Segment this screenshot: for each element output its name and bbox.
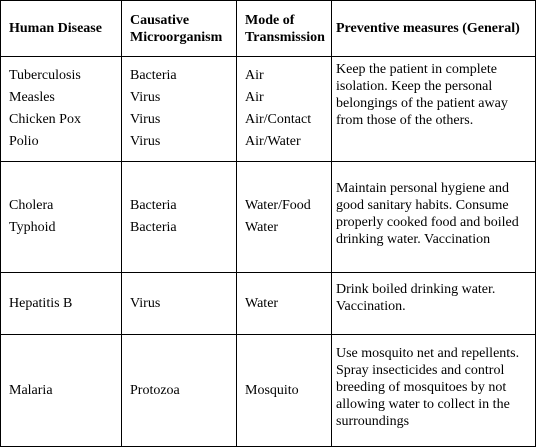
transmission-mode: Air/Contact <box>245 112 312 127</box>
measures-text: Keep the patient in complete isolation. Keep the personal belongings of the patient away from those of the others. <box>336 62 508 128</box>
header-preventive-measures <box>332 1 536 57</box>
microorganism-name: Bacteria <box>130 220 177 235</box>
microorganism-cell <box>122 162 237 273</box>
disease-cell <box>1 273 122 335</box>
measures-text: Use mosquito net and repellents. Spray insecticides and control breeding of mosquitoes by not allowing water to collect in the surroundings <box>336 346 520 429</box>
disease-name: Hepatitis B <box>9 295 73 311</box>
header-mode-of-transmission <box>237 1 332 57</box>
microorganism-name: Protozoa <box>130 382 180 398</box>
measures-text: Drink boiled drinking water. Vaccination. <box>336 282 496 314</box>
header-row <box>1 1 536 57</box>
measures-cell <box>332 57 536 162</box>
disease-name: Chicken Pox <box>9 112 81 127</box>
measures-cell <box>332 162 536 273</box>
header-preventive-measures-text: Preventive measures (General) <box>336 21 520 36</box>
header-mode-of-transmission-line-1: Mode of <box>245 12 295 28</box>
table-row <box>1 57 536 162</box>
microorganism-cell <box>122 335 237 447</box>
measures-text: Maintain personal hygiene and good sanitary habits. Consume properly cooked food and boiled drinking water. Vaccination <box>336 181 519 247</box>
header-human-disease <box>1 1 122 57</box>
transmission-mode: Air <box>245 90 264 105</box>
table-row <box>1 335 536 447</box>
header-mode-of-transmission-line-2: Transmission <box>245 29 325 45</box>
table-header <box>1 1 536 57</box>
transmission-cell <box>237 273 332 335</box>
disease-name: Polio <box>9 134 39 149</box>
transmission-cell <box>237 57 332 162</box>
disease-name: Tuberculosis <box>9 68 81 83</box>
microorganism-cell <box>122 273 237 335</box>
table-row <box>1 273 536 335</box>
microorganism-cell <box>122 57 237 162</box>
microorganism-name: Virus <box>130 295 161 311</box>
disease-cell <box>1 335 122 447</box>
transmission-mode: Water <box>245 220 279 235</box>
microorganism-name: Virus <box>130 134 161 149</box>
table-body <box>1 57 536 447</box>
header-causative-microorganism-line-1: Causative <box>130 12 190 28</box>
microorganism-name: Bacteria <box>130 68 177 83</box>
measures-cell <box>332 273 536 335</box>
transmission-mode: Air <box>245 68 264 83</box>
disease-name: Typhoid <box>9 220 56 235</box>
header-causative-microorganism-line-2: Microorganism <box>130 29 223 45</box>
transmission-mode: Air/Water <box>245 134 301 149</box>
transmission-mode: Water <box>245 295 279 311</box>
disease-name: Measles <box>9 90 55 105</box>
header-human-disease-text: Human Disease <box>9 21 102 36</box>
transmission-mode: Mosquito <box>245 382 299 398</box>
disease-cell <box>1 162 122 273</box>
microorganism-name: Virus <box>130 112 161 127</box>
microorganism-name: Bacteria <box>130 198 177 213</box>
disease-name: Malaria <box>9 382 53 398</box>
disease-cell <box>1 57 122 162</box>
transmission-cell <box>237 162 332 273</box>
disease-name: Cholera <box>9 198 54 213</box>
table-row <box>1 162 536 273</box>
measures-cell <box>332 335 536 447</box>
transmission-mode: Water/Food <box>245 198 311 213</box>
transmission-cell <box>237 335 332 447</box>
header-causative-microorganism <box>122 1 237 57</box>
microorganism-name: Virus <box>130 90 161 105</box>
